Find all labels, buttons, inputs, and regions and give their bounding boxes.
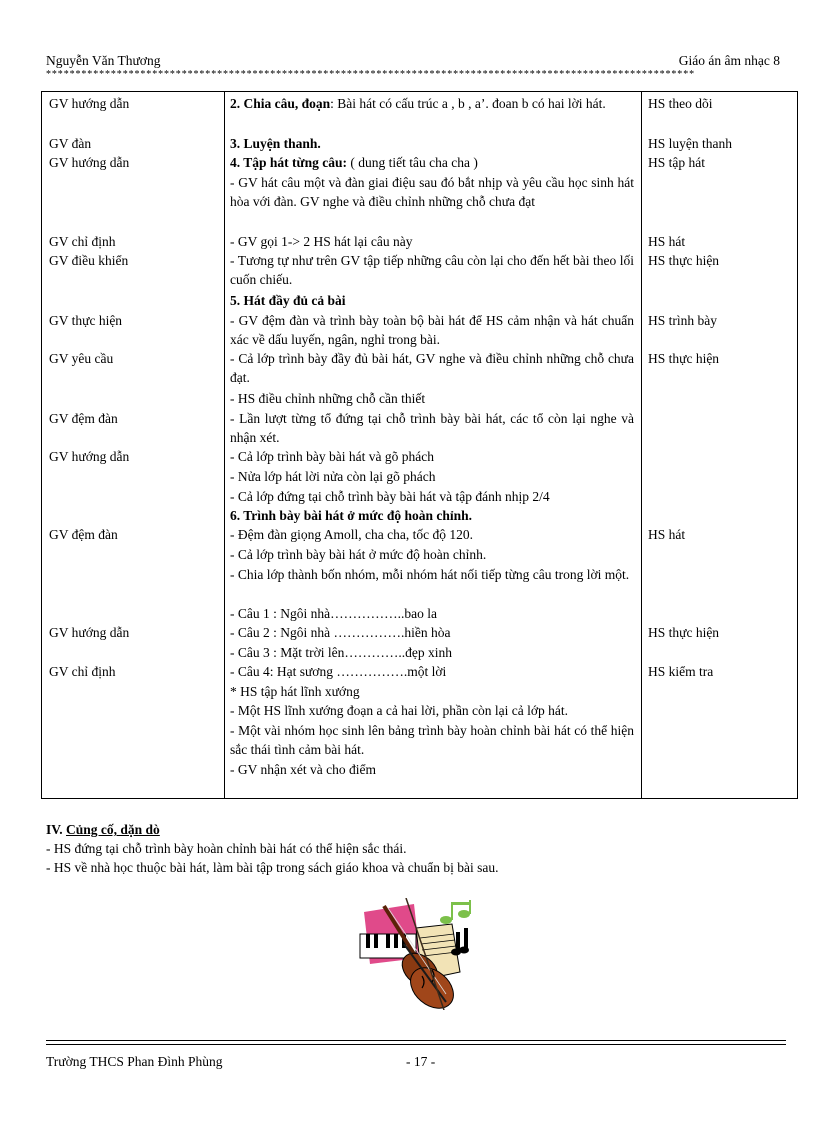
teacher-cell: GV chỉ định — [49, 664, 116, 679]
content-line: - GV gọi 1-> 2 HS hát lại câu này — [230, 234, 413, 249]
teacher-cell: GV hướng dẫn — [49, 449, 130, 464]
student-cell: HS hát — [648, 234, 686, 249]
document-title: Giáo án âm nhạc 8 — [678, 53, 780, 68]
header-divider: ************************************************************************************************************** — [46, 69, 695, 80]
content-text: ( dung tiết tâu cha cha ) — [347, 155, 478, 170]
teacher-cell: GV đàn — [49, 136, 92, 151]
content-line: - Một vài nhóm học sinh lên bảng trình bày hoàn chỉnh bài hát có thể hiện sắc thái tình cảm bài hát. — [230, 723, 634, 757]
content-line: - Cả lớp trình bày bài hát và gõ phách — [230, 449, 434, 464]
teacher-cell: GV hướng dẫn — [49, 155, 130, 170]
content-heading: 5. Hát đầy đủ cả bài — [230, 293, 346, 308]
content-line: - Cả lớp đứng tại chỗ trình bày bài hát và tập đánh nhịp 2/4 — [230, 489, 550, 504]
content-heading: 2. Chia câu, đoạn — [230, 96, 331, 111]
content-line — [230, 153, 634, 172]
student-cell: HS thực hiện — [648, 253, 720, 268]
teacher-cell: GV đệm đàn — [49, 411, 118, 426]
teacher-cell: GV chỉ định — [49, 234, 116, 249]
student-cell: HS kiểm tra — [648, 664, 714, 679]
student-cell: HS thực hiện — [648, 625, 720, 640]
content-line — [230, 94, 634, 113]
student-cell: HS trình bày — [648, 313, 717, 328]
student-cell: HS luyện thanh — [648, 136, 732, 151]
content-line: * HS tập hát lĩnh xướng — [230, 684, 360, 699]
student-cell: HS thực hiện — [648, 351, 720, 366]
section-line: - HS đứng tại chỗ trình bày hoàn chỉnh bài hát có thể hiện sắc thái. — [46, 841, 407, 856]
footer-rule — [46, 1040, 786, 1045]
content-line: - Chia lớp thành bốn nhóm, mỗi nhóm hát nối tiếp từng câu trong lời một. — [230, 567, 630, 582]
consolidation-section — [46, 820, 776, 877]
teacher-cell: GV hướng dẫn — [49, 96, 130, 111]
content-column — [224, 92, 642, 798]
student-cell: HS theo dõi — [648, 96, 713, 111]
content-heading: 4. Tập hát từng câu: — [230, 155, 347, 170]
lesson-table — [41, 91, 798, 799]
content-line: - Một HS lĩnh xướng đoạn a cả hai lời, phần còn lại cả lớp hát. — [230, 703, 569, 718]
content-line — [230, 134, 634, 153]
student-column — [642, 92, 797, 798]
teacher-cell: GV yêu cầu — [49, 351, 114, 366]
page-number: - 17 - — [406, 1054, 436, 1069]
section-number: IV. — [46, 822, 63, 837]
content-line: - Câu 1 : Ngôi nhà……………..bao la — [230, 606, 437, 621]
content-line: - Tương tự như trên GV tập tiếp những câu còn lại cho đến hết bài theo lối cuốn chiếu. — [230, 253, 634, 287]
student-cell: HS hát — [648, 527, 686, 542]
content-line: - HS điều chỉnh những chỗ cần thiết — [230, 391, 426, 406]
content-line: - Nửa lớp hát lời nửa còn lại gõ phách — [230, 469, 436, 484]
content-line: - Câu 2 : Ngôi nhà …………….hiền hòa — [230, 625, 451, 640]
violin-music-clipart — [356, 898, 476, 1010]
school-name: Trường THCS Phan Đình Phùng — [46, 1054, 223, 1069]
content-line: - GV nhận xét và cho điểm — [230, 762, 376, 777]
teacher-cell: GV đệm đàn — [49, 527, 118, 542]
teacher-cell: GV điều khiển — [49, 253, 129, 268]
content-line — [230, 291, 634, 310]
section-line: - HS về nhà học thuộc bài hát, làm bài tập trong sách giáo khoa và chuẩn bị bài sau. — [46, 860, 499, 875]
content-line: - Cả lớp trình bày đầy đủ bài hát, GV nghe và điều chỉnh những chỗ chưa đạt. — [230, 351, 634, 385]
content-heading: 6. Trình bày bài hát ở mức độ hoàn chỉnh. — [230, 508, 473, 523]
teacher-cell: GV thực hiện — [49, 313, 123, 328]
page-footer — [46, 1054, 786, 1072]
green-notes-icon — [440, 900, 471, 924]
content-line: - Lần lượt từng tổ đứng tại chỗ trình bày bài hát, các tổ còn lại nghe và nhận xét. — [230, 411, 634, 445]
content-heading: 3. Luyện thanh. — [230, 136, 321, 151]
content-line: - Đệm đàn giọng Amoll, cha cha, tốc độ 120. — [230, 527, 473, 542]
teacher-column — [42, 92, 225, 798]
content-line: - GV hát câu một và đàn giai điệu sau đó bắt nhịp và yêu cầu học sinh hát hòa với đàn. GV nghe và điều chỉnh những chỗ chưa đạt — [230, 175, 634, 209]
content-line: - Cả lớp trình bày bài hát ở mức độ hoàn chỉnh. — [230, 547, 487, 562]
content-line: - GV đệm đàn và trình bày toàn bộ bài hát để HS cảm nhận và hát chuẩn xác về dấu luyến, ngân, nghỉ trong bài. — [230, 313, 634, 347]
content-text: : Bài hát có cấu trúc a , b , a’. đoan b có hai lời hát. — [330, 96, 606, 111]
section-title: Củng cố, dặn dò — [66, 822, 160, 837]
content-line: - Câu 3 : Mặt trời lên…………..đẹp xinh — [230, 645, 452, 660]
author-name: Nguyễn Văn Thương — [46, 53, 161, 68]
content-line: - Câu 4: Hạt sương …………….một lời — [230, 664, 447, 679]
student-cell: HS tập hát — [648, 155, 705, 170]
content-line — [230, 506, 634, 525]
section-heading — [46, 820, 776, 839]
teacher-cell: GV hướng dẫn — [49, 625, 130, 640]
